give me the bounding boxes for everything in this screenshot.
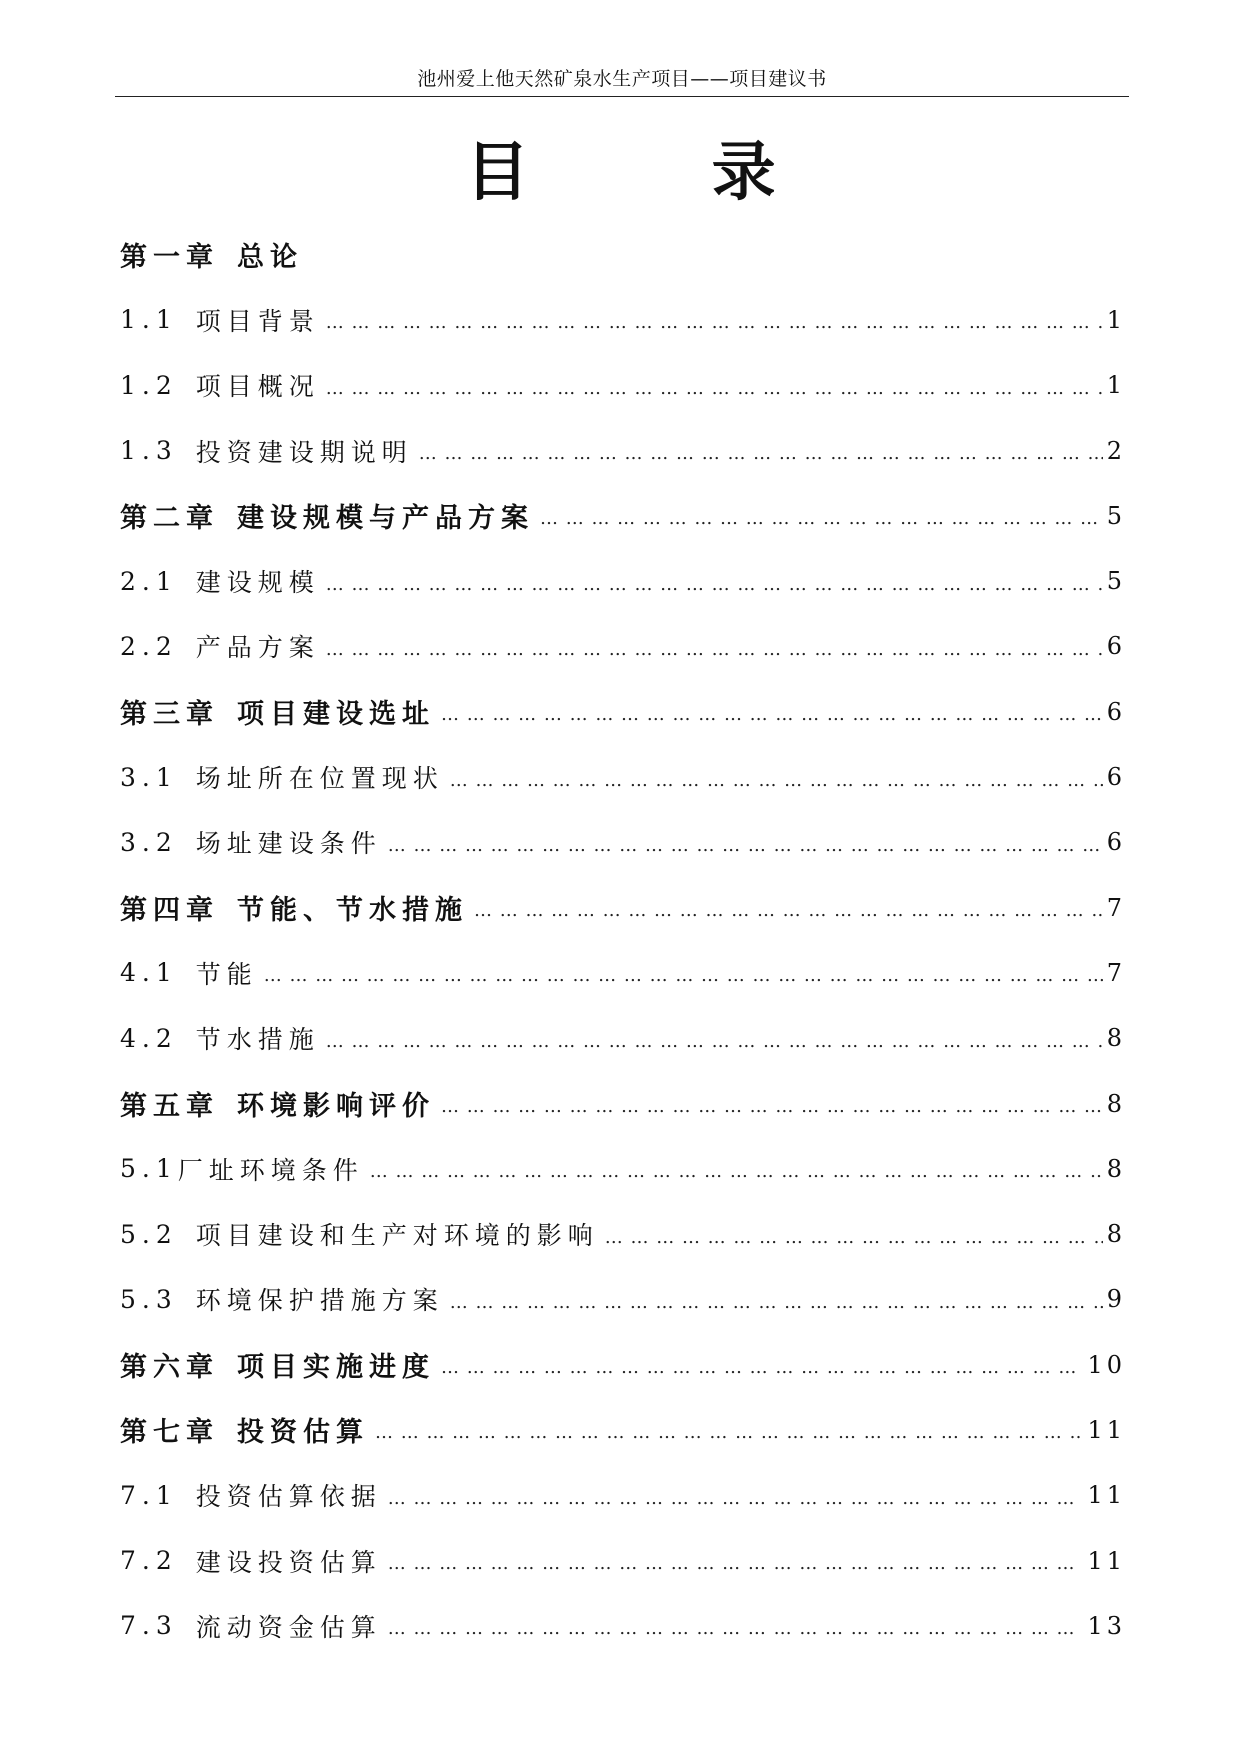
toc-entry-number: 4.1 [120,958,178,988]
toc-entry-title: 总论 [237,242,303,274]
toc-entry-title: 项目建设和生产对环境的影响 [195,1221,599,1251]
toc-entry-2-1[interactable] [120,548,1126,613]
toc-entry-title: 厂址环境条件 [177,1155,364,1185]
toc-page-number: 8 [1106,1024,1126,1053]
toc-leader-dots [375,1422,1083,1443]
toc-leader-dots [419,443,1103,464]
toc-page-number: 11 [1087,1481,1126,1510]
toc-leader-dots [326,378,1103,399]
toc-entry-number: 第二章 [120,503,219,535]
toc-leader-dots [388,1553,1084,1574]
toc-entry-5-3[interactable] [120,1267,1126,1332]
toc-entry-title: 产品方案 [195,633,320,663]
toc-entry-title: 建设规模 [195,568,320,598]
toc-entry-number: 7.2 [120,1546,178,1576]
toc-entry-number: 第四章 [120,895,219,927]
toc-entry-2-2[interactable] [120,614,1126,679]
toc-page-number: 7 [1106,893,1126,922]
toc-page-number: 5 [1106,501,1126,530]
toc-entry-title: 环境保护措施方案 [195,1286,444,1316]
toc-entry-4-2[interactable] [120,1006,1126,1071]
toc-page-number: 10 [1087,1350,1126,1379]
toc-entry-chapter-6[interactable] [120,1332,1126,1397]
toc-page-number: 6 [1106,828,1126,857]
toc-entry-number: 5.3 [120,1284,178,1314]
toc-entry-chapter-5[interactable] [120,1071,1126,1136]
toc-entry-number: 第七章 [120,1417,219,1449]
toc-entry-number: 2.2 [120,631,178,661]
toc-leader-dots [450,770,1103,791]
toc-entry-5-1[interactable] [120,1136,1126,1201]
toc-page-number: 1 [1106,371,1126,400]
toc-entry-title: 建设规模与产品方案 [237,503,534,535]
toc-page-number: 8 [1106,1154,1126,1183]
toc-entry-title: 节能 [195,959,258,989]
toc-leader-dots [388,1488,1084,1509]
toc-leader-dots [441,704,1103,725]
toc-entry-number: 7.3 [120,1611,178,1641]
toc-page-number: 8 [1106,1220,1126,1249]
toc-leader-dots [540,508,1103,529]
toc-entry-number: 1.1 [120,305,178,335]
toc-entry-1-1[interactable] [120,287,1126,352]
table-of-contents [120,222,1126,1659]
toc-entry-number: 第三章 [120,699,219,731]
toc-entry-number: 7.1 [120,1480,178,1510]
toc-leader-dots [326,312,1103,333]
toc-entry-title: 投资估算依据 [195,1482,382,1512]
toc-entry-number: 4.2 [120,1023,178,1053]
toc-leader-dots [326,1031,1103,1052]
toc-entry-title: 环境影响评价 [237,1091,435,1122]
toc-page-number: 8 [1106,1089,1126,1118]
toc-entry-number: 第五章 [120,1091,219,1122]
toc-entry-title: 场址建设条件 [195,829,382,859]
toc-page-number: 6 [1106,763,1126,792]
toc-entry-title: 流动资金估算 [195,1612,382,1642]
toc-leader-dots [450,1292,1103,1313]
toc-leader-dots [326,639,1103,660]
toc-entry-number: 第一章 [120,242,219,274]
toc-leader-dots [326,574,1103,595]
toc-entry-chapter-1[interactable] [120,222,1126,287]
toc-page-number: 13 [1087,1611,1126,1640]
toc-entry-chapter-2[interactable] [120,483,1126,548]
toc-entry-number: 第六章 [120,1352,219,1384]
toc-entry-chapter-7[interactable] [120,1397,1126,1462]
toc-page-number: 6 [1106,697,1126,726]
toc-entry-1-3[interactable] [120,418,1126,483]
toc-leader-dots [388,835,1103,856]
toc-entry-title: 节水措施 [195,1025,320,1055]
toc-page-number: 7 [1106,958,1126,987]
toc-leader-dots [474,900,1103,921]
toc-page-number: 5 [1106,567,1126,596]
toc-entry-title: 项目建设选址 [237,699,435,731]
toc-entry-number: 1.3 [120,436,178,466]
toc-entry-3-2[interactable] [120,810,1126,875]
toc-entry-4-1[interactable] [120,940,1126,1005]
page-title: 目 录 [465,135,856,210]
toc-entry-1-2[interactable] [120,353,1126,418]
toc-entry-7-2[interactable] [120,1528,1126,1593]
toc-leader-dots [370,1161,1103,1182]
toc-leader-dots [388,1618,1084,1639]
toc-entry-chapter-4[interactable] [120,875,1126,940]
toc-entry-number: 1.2 [120,370,178,400]
toc-entry-title: 项目概况 [195,372,320,402]
running-header: 池州爱上他天然矿泉水生产项目——项目建议书 [115,62,1129,97]
toc-entry-title: 场址所在位置现状 [195,764,444,794]
toc-leader-dots [605,1227,1103,1248]
toc-entry-number: 3.1 [120,762,178,792]
toc-entry-title: 建设投资估算 [195,1547,382,1577]
toc-entry-number: 5.1 [120,1154,178,1184]
toc-page-number: 11 [1087,1546,1126,1575]
toc-entry-number: 5.2 [120,1219,178,1249]
toc-leader-dots [264,965,1103,986]
toc-leader-dots [441,1357,1083,1378]
toc-leader-dots [441,1096,1103,1117]
toc-entry-7-3[interactable] [120,1593,1126,1658]
toc-entry-number: 3.2 [120,827,178,857]
toc-entry-title: 投资估算 [237,1417,369,1449]
toc-page-number: 6 [1106,632,1126,661]
toc-page-number: 11 [1087,1415,1126,1444]
toc-entry-title: 投资建设期说明 [195,437,413,467]
toc-page-number: 2 [1106,436,1126,465]
toc-entry-title: 节能、节水措施 [237,895,468,927]
toc-page-number: 9 [1106,1285,1126,1314]
toc-entry-chapter-3[interactable] [120,679,1126,744]
toc-entry-3-1[interactable] [120,744,1126,809]
toc-page-number: 1 [1106,305,1126,334]
toc-entry-title: 项目背景 [195,306,320,336]
toc-entry-7-1[interactable] [120,1463,1126,1528]
toc-entry-5-2[interactable] [120,1201,1126,1266]
toc-entry-number: 2.1 [120,566,178,596]
toc-entry-title: 项目实施进度 [237,1352,435,1384]
